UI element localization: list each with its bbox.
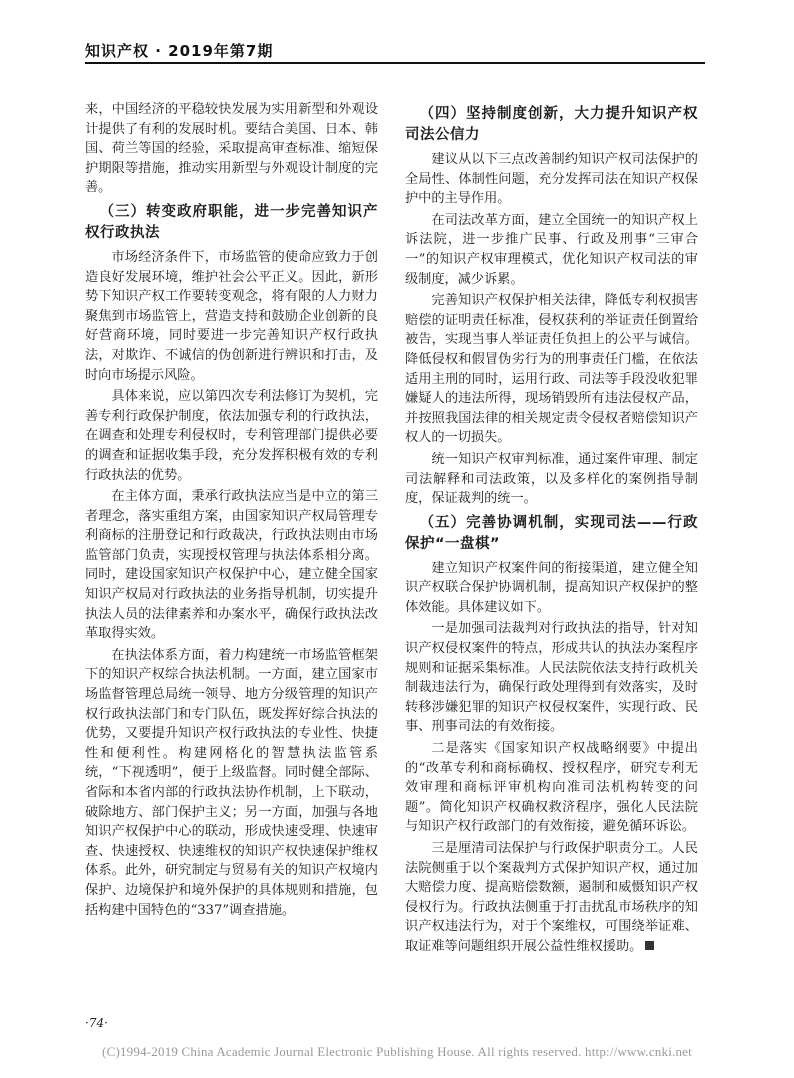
paragraph: 统一知识产权审判标准，通过案件审理、制定司法解释和司法政策，以及多样化的案例指导制度，保证裁判的统一。 [405, 451, 698, 507]
end-of-article-mark-icon [645, 941, 654, 950]
paragraph: 来，中国经济的平稳较快发展为实用新型和外观设计提供了有利的发展时机。要结合美国、日本、韩国、荷兰等国的经验，采取提高审查标准、缩短保护期限等措施，推动实用新型与外观设计制度的完善。 [85, 102, 378, 196]
paragraph-text: 三是厘清司法保护与行政保护职责分工。人民法院侧重于以个案裁判方式保护知识产权，通过加大赔偿力度、提高赔偿数额，遏制和威慑知识产权侵权行为。行政执法侧重于打击扰乱市场秩序的知识产权违法行为，对于个案维权，可围绕举证难、取证难等问题组织开展公益性维权援助。 [405, 841, 698, 954]
paragraph: 市场经济条件下，市场监管的使命应致力于创造良好发展环境，维护社会公平正义。因此，新形势下知识产权工作要转变观念，将有限的人力财力聚焦到市场监管上，营造支持和鼓励企业创新的良好营商环境，同时要进一步完善知识产权行政执法，对欺诈、不诚信的伪创新进行辨识和打击，及时向市场提示风险。 [85, 249, 378, 383]
paragraph: 二是落实《国家知识产权战略纲要》中提出的“改革专利和商标确权、授权程序，研究专利无效审理和商标评审机构向准司法机构转变的问题”。简化知识产权确权救济程序，强化人民法院与知识产权行政部门的有效衔接，避免循环诉讼。 [405, 741, 698, 835]
paragraph: 建议从以下三点改善制约知识产权司法保护的全局性、体制性问题，充分发挥司法在知识产权保护中的主导作用。 [405, 152, 698, 207]
journal-issue-title: 知识产权 · 2019年第7期 [85, 42, 274, 60]
right-column [405, 100, 698, 959]
copyright-footer: (C)1994-2019 China Academic Journal Electronic Publishing House. All rights reserved. http://www.cnki.net [102, 1044, 692, 1059]
section-heading-5: （五）完善协调机制，实现司法——行政保护“一盘棋” [405, 514, 698, 552]
section-heading-4: （四）坚持制度创新，大力提升知识产权司法公信力 [405, 106, 698, 143]
paragraph: 建立知识产权案件间的衔接渠道，建立健全知识产权联合保护协调机制，提高知识产权保护的整体效能。具体建议如下。 [405, 560, 698, 615]
running-header [85, 38, 705, 64]
paragraph: 在主体方面，秉承行政执法应当是中立的第三者理念，落实重组方案，由国家知识产权局管理专利商标的注册登记和行政裁决，行政执法则由市场监管部门负责，实现授权管理与执法体系相分离。同时，建设国家知识产权保护中心，建立健全国家知识产权局对行政执法的业务指导机制，切实提升执法人员的法律素养和办案水平，确保行政执法改革取得实效。 [85, 489, 378, 642]
paragraph: 一是加强司法裁判对行政执法的指导，针对知识产权侵权案件的特点，形成共认的执法办案程序规则和证据采集标准。人民法院依法支持行政机关制裁违法行为，确保行政处理得到有效落实，及时转移涉嫌犯罪的知识产权侵权案件，实现行政、民事、刑事司法的有效衔接。 [405, 621, 698, 735]
paragraph: 具体来说，应以第四次专利法修订为契机，完善专利行政保护制度，依法加强专利的行政执法，在调查和处理专利侵权时，专利管理部门提供必要的调查和证据收集手段，充分发挥积极有效的专利行政执法的优势。 [85, 389, 378, 483]
paragraph: 在司法改革方面，建立全国统一的知识产权上诉法院，进一步推广民事、行政及刑事“三审合一”的知识产权审理模式，优化知识产权司法的审级制度，减少诉累。 [405, 212, 698, 287]
section-heading-3: （三）转变政府职能，进一步完善知识产权行政执法 [85, 203, 378, 241]
left-column [85, 100, 378, 922]
header-rule [85, 62, 705, 64]
page-number: ·74· [85, 1016, 108, 1030]
paragraph: 在执法体系方面，着力构建统一市场监管框架下的知识产权综合执法机制。一方面，建立国家市场监督管理总局统一领导、地方分级管理的知识产权行政执法部门和专门队伍，既发挥好综合执法的优势，又要提升知识产权行政执法的专业性、快捷性和便利性。构建网格化的智慧执法监管系统，“下视透明”，便于上级监督。同时健全部际、省际和本省内部的行政执法协作机制，上下联动，破除地方、部门保护主义；另一方面，加强与各地知识产权保护中心的联动，形成快速受理、快速审查、快速授权、快速维权的知识产权快速保护维权体系。此外，研究制定与贸易有关的知识产权境内保护、边境保护和境外保护的具体规则和措施，包括构建中国特色的“337”调查措施。 [85, 647, 378, 918]
paragraph-final [405, 839, 698, 957]
paragraph: 完善知识产权保护相关法律，降低专利权损害赔偿的证明责任标准，侵权获利的举证责任倒置给被告，实现当事人举证责任负担上的公平与诚信。降低侵权和假冒伪劣行为的刑事责任门槛，在依法适用主刑的同时，运用行政、司法等手段没收犯罪嫌疑人的违法所得，现场销毁所有违法侵权产品，并按照我国法律的相关规定责令侵权者赔偿知识产权人的一切损失。 [405, 293, 698, 446]
